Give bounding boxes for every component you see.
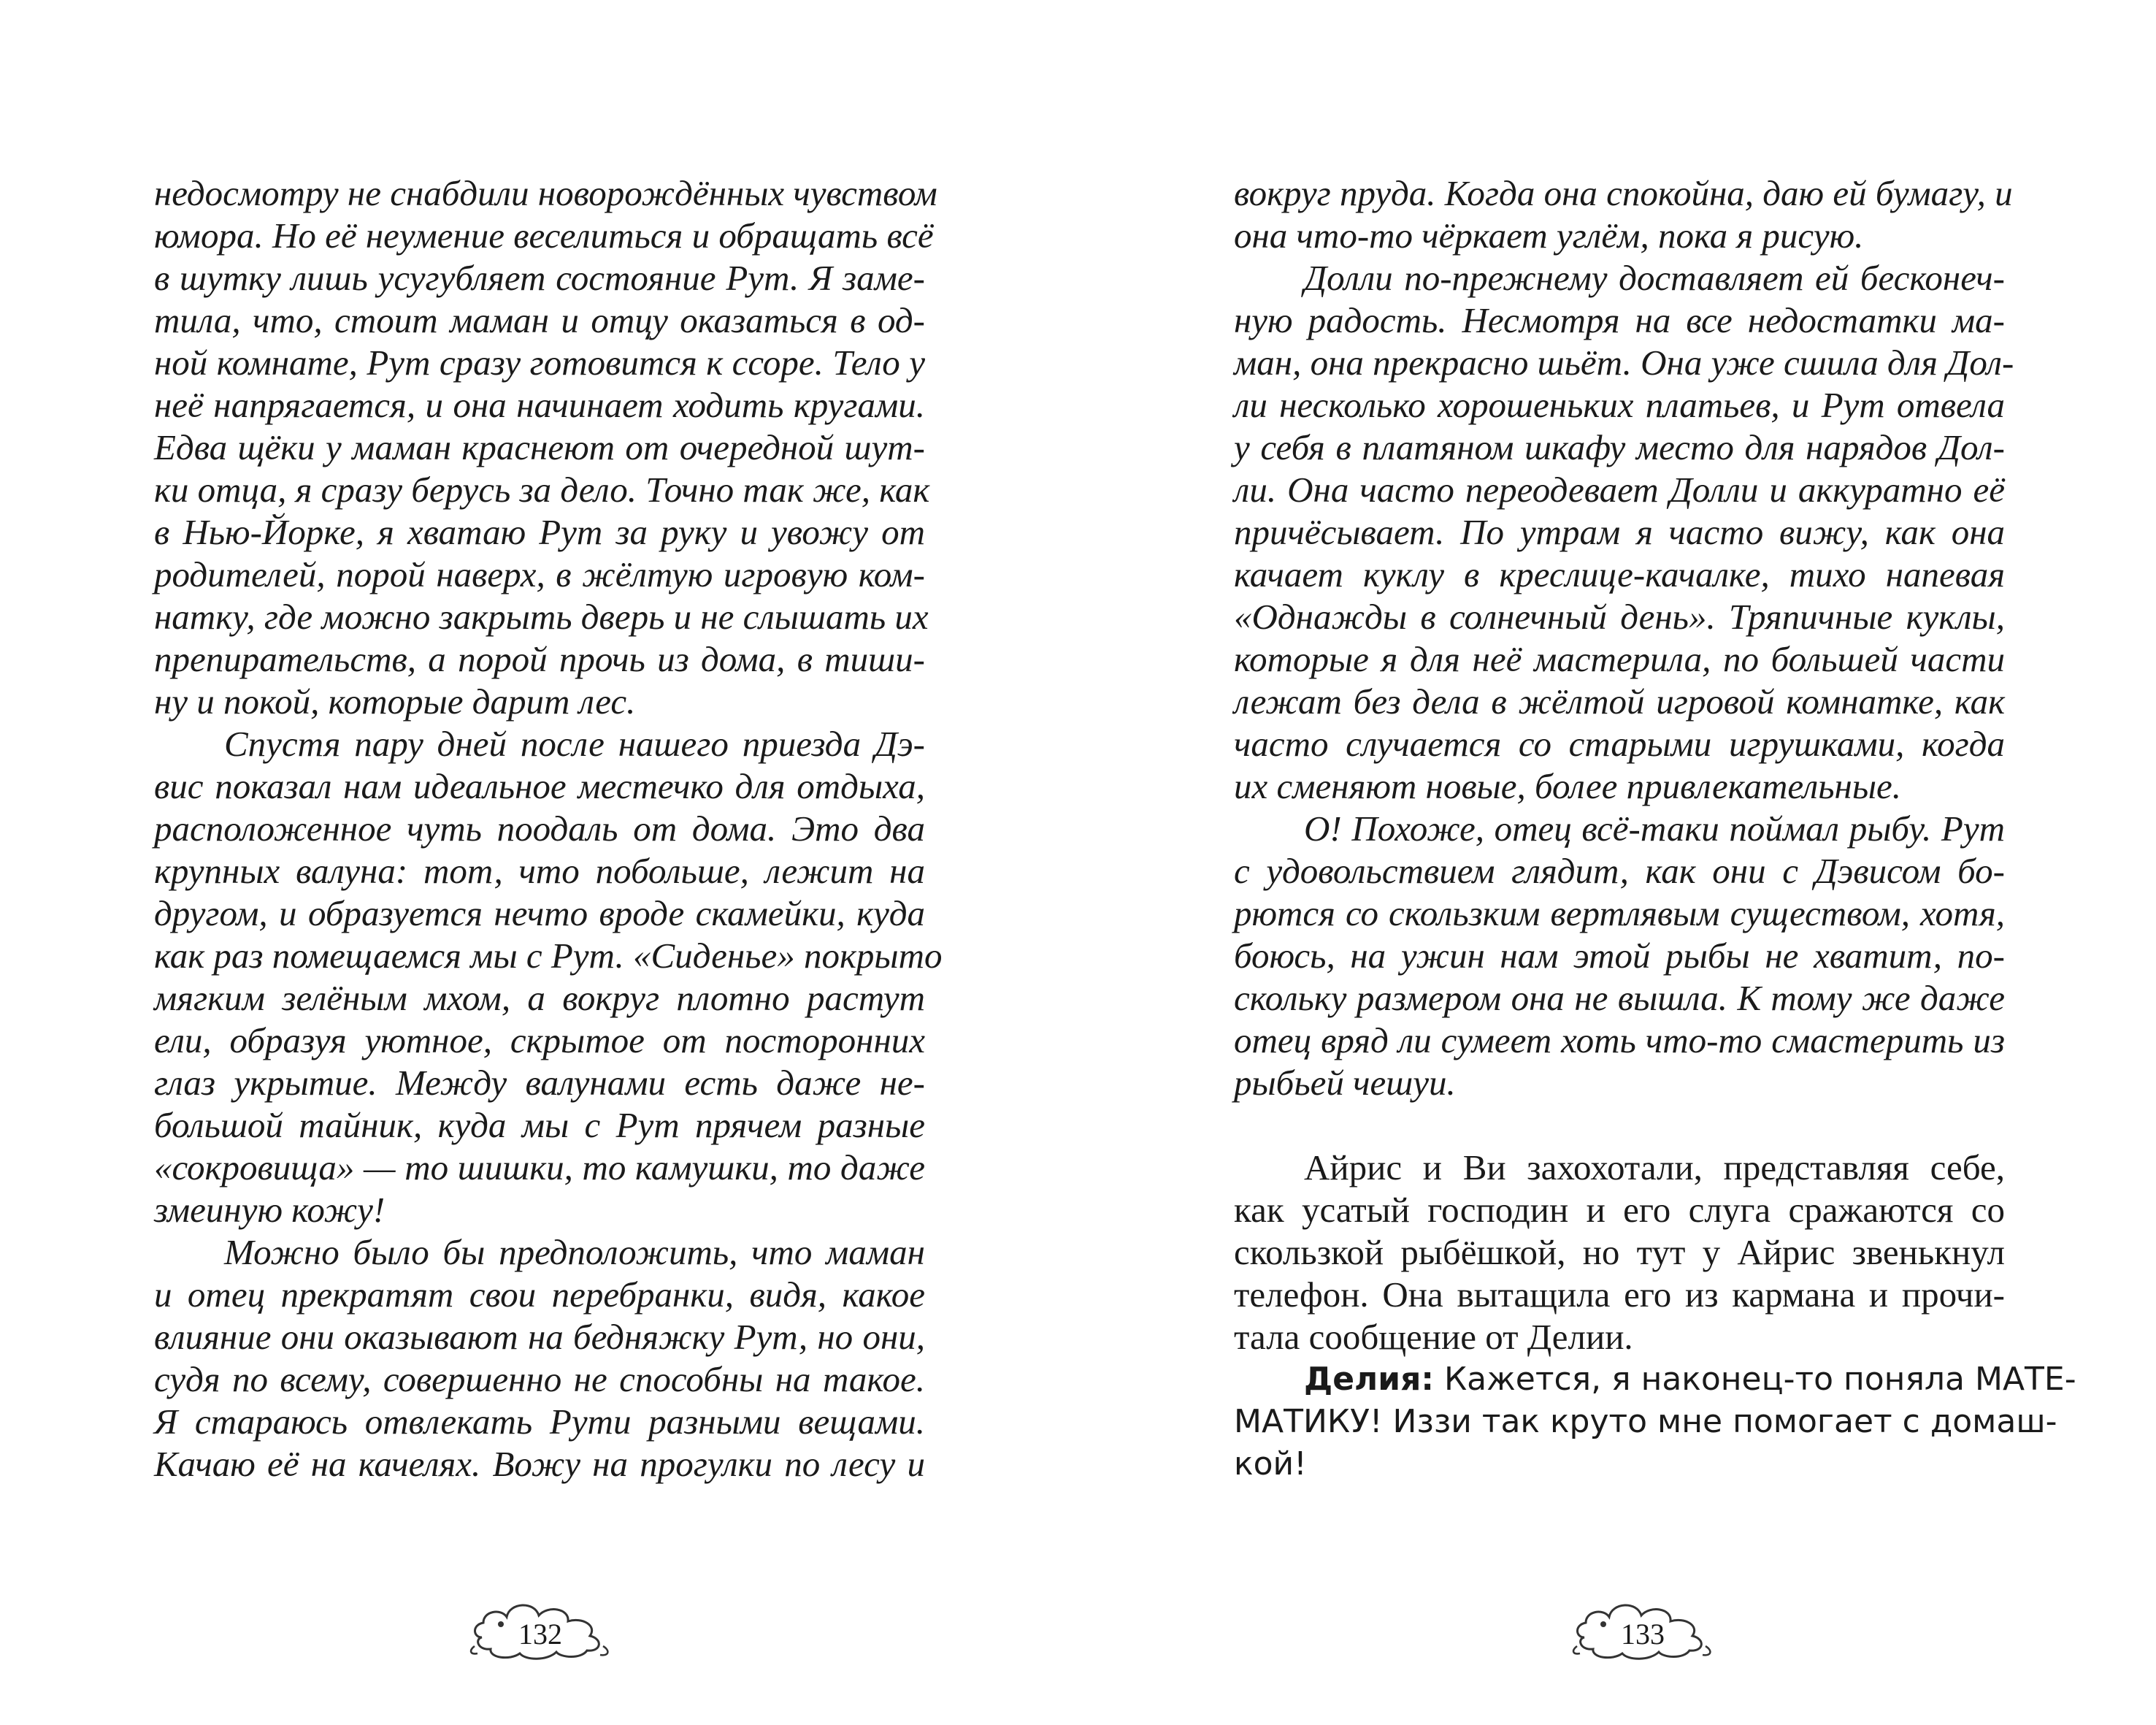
right-page-text <box>1234 172 2076 1485</box>
text-line: качает куклу в креслице-качалке, тихо напевая <box>1234 554 2005 594</box>
text-line: вис показал нам идеальное местечко для отдыха, <box>154 766 925 806</box>
text-line: мягким зелёным мхом, а вокруг плотно растут <box>154 978 925 1018</box>
text-line: ной комнате, Рут сразу готовится к ссоре. Тело у <box>154 343 925 383</box>
text-line: с удовольствием глядит, как они с Дэвисом бо- <box>1234 851 2005 891</box>
chat-speaker: Делия: <box>1304 1361 1434 1398</box>
text-line: другом, и образуется нечто вроде скамейки, куда <box>154 893 925 933</box>
text-line: рются со скользким вертлявым существом, хотя, <box>1234 893 2005 933</box>
text-line: судя по всему, совершенно не способны на такое. <box>154 1359 925 1399</box>
page-number: 133 <box>1621 1618 1665 1651</box>
text-line: тала сообщение от Делии. <box>1234 1317 1633 1357</box>
text-line: Качаю её на качелях. Вожу на прогулки по лесу и <box>154 1444 925 1484</box>
text-line: она что-то чёркает углём, пока я рисую. <box>1234 215 1864 256</box>
text-line: ки отца, я сразу берусь за дело. Точно так же, как <box>154 470 930 510</box>
text-line: рыбьей чешуи. <box>1234 1063 1456 1103</box>
text-line: змеиную кожу! <box>154 1190 385 1230</box>
text-line: и отец прекратят свои перебранки, видя, какое <box>154 1274 925 1315</box>
text-line: препирательств, а порой прочь из дома, в тиши- <box>154 639 925 679</box>
text-line: глаз укрытие. Между валунами есть даже не- <box>154 1063 925 1103</box>
text-line: кой! <box>1234 1445 1307 1483</box>
page-number-ornament <box>467 1585 613 1665</box>
page-number-ornament <box>1570 1585 1716 1665</box>
text-line: ман, она прекрасно шьёт. Она уже сшила для Дол- <box>1234 343 2014 383</box>
chat-message-first-line <box>1234 1358 2076 1401</box>
text-line: Я стараюсь отвлекать Рути разными вещами. <box>154 1401 925 1442</box>
text-line: в шутку лишь усугубляет состояние Рут. Я заме- <box>154 258 925 298</box>
left-page-text <box>154 172 943 1485</box>
text-line: телефон. Она вытащила его из кармана и прочи- <box>1234 1274 2005 1315</box>
text-line: О! Похоже, отец всё-таки поймал рыбу. Рут <box>1304 808 2005 849</box>
text-line: лежат без дела в жёлтой игровой комнатке, как <box>1234 681 2005 722</box>
text-line: Можно было бы предположить, что маман <box>224 1232 925 1272</box>
section-gap <box>1234 1104 2005 1147</box>
text-line: ную радость. Несмотря на все недостатки ма- <box>1234 300 2005 340</box>
text-line: как раз помещаемся мы с Рут. «Сиденье» покрыто <box>154 936 943 976</box>
text-line: их сменяют новые, более привлекательные. <box>1234 766 1902 806</box>
text-line: ну и покой, которые дарит лес. <box>154 681 636 722</box>
text-line: юмора. Но её неумение веселиться и обращать всё <box>154 215 934 256</box>
text-line: вокруг пруда. Когда она спокойна, даю ей бумагу, и <box>1234 173 2013 213</box>
text-line: ли. Она часто переодевает Долли и аккуратно её <box>1234 470 2005 510</box>
text-line: часто случается со старыми игрушками, когда <box>1234 724 2005 764</box>
text-line: недосмотру не снабдили новорождённых чувством <box>154 173 937 213</box>
text-line: неё напрягается, и она начинает ходить кругами. <box>154 385 925 425</box>
text-line: Едва щёки у маман краснеют от очередной шут- <box>154 427 925 467</box>
text-line: Айрис и Ви захохотали, представляя себе, <box>1304 1147 2005 1187</box>
page-number: 132 <box>518 1618 562 1651</box>
text-line: влияние они оказывают на бедняжку Рут, но они, <box>154 1317 925 1357</box>
text-line: ели, образуя уютное, скрытое от посторонних <box>154 1020 925 1060</box>
text-line: Спустя пару дней после нашего приезда Дэ- <box>224 724 925 764</box>
text-line: натку, где можно закрыть дверь и не слышать их <box>154 597 929 637</box>
text-line: скольку размером она не вышла. К тому же даже <box>1234 978 2005 1018</box>
text-line: родителей, порой наверх, в жёлтую игровую ком- <box>154 554 925 594</box>
text-line: боюсь, на ужин нам этой рыбы не хватит, по- <box>1234 936 2005 976</box>
text-line: как усатый господин и его слуга сражаются со <box>1234 1190 2005 1230</box>
text-line: большой тайник, куда мы с Рут прячем разные <box>154 1105 925 1145</box>
text-line: тила, что, стоит маман и отцу оказаться в од- <box>154 300 925 340</box>
text-line: причёсывает. По утрам я часто вижу, как она <box>1234 512 2005 552</box>
text-line: ли несколько хорошеньких платьев, и Рут отвела <box>1234 385 2005 425</box>
text-line: у себя в платяном шкафу место для нарядов Дол- <box>1234 427 2005 467</box>
text-line: в Нью-Йорке, я хватаю Рут за руку и увожу от <box>154 512 925 552</box>
right-page <box>1078 0 2155 1725</box>
text-line: «сокровища» — то шишки, то камушки, то даже <box>154 1147 925 1187</box>
text-line: «Однажды в солнечный день». Тряпичные куклы, <box>1234 597 2005 637</box>
text-line: Долли по-прежнему доставляет ей бесконеч- <box>1304 258 2005 298</box>
text-line: МАТИКУ! Иззи так круто мне помогает с домаш- <box>1234 1403 2057 1440</box>
text-line: расположенное чуть поодаль от дома. Это два <box>154 808 925 849</box>
text-line: которые я для неё мастерила, по большей части <box>1234 639 2005 679</box>
text-line: отец вряд ли сумеет хоть что-то смастерить из <box>1234 1020 2005 1060</box>
text-line: скользкой рыбёшкой, но тут у Айрис звенькнул <box>1234 1232 2005 1272</box>
chat-message-text: Кажется, я наконец-то поняла МАТЕ- <box>1443 1361 2076 1398</box>
text-line: крупных валуна: тот, что побольше, лежит на <box>154 851 925 891</box>
